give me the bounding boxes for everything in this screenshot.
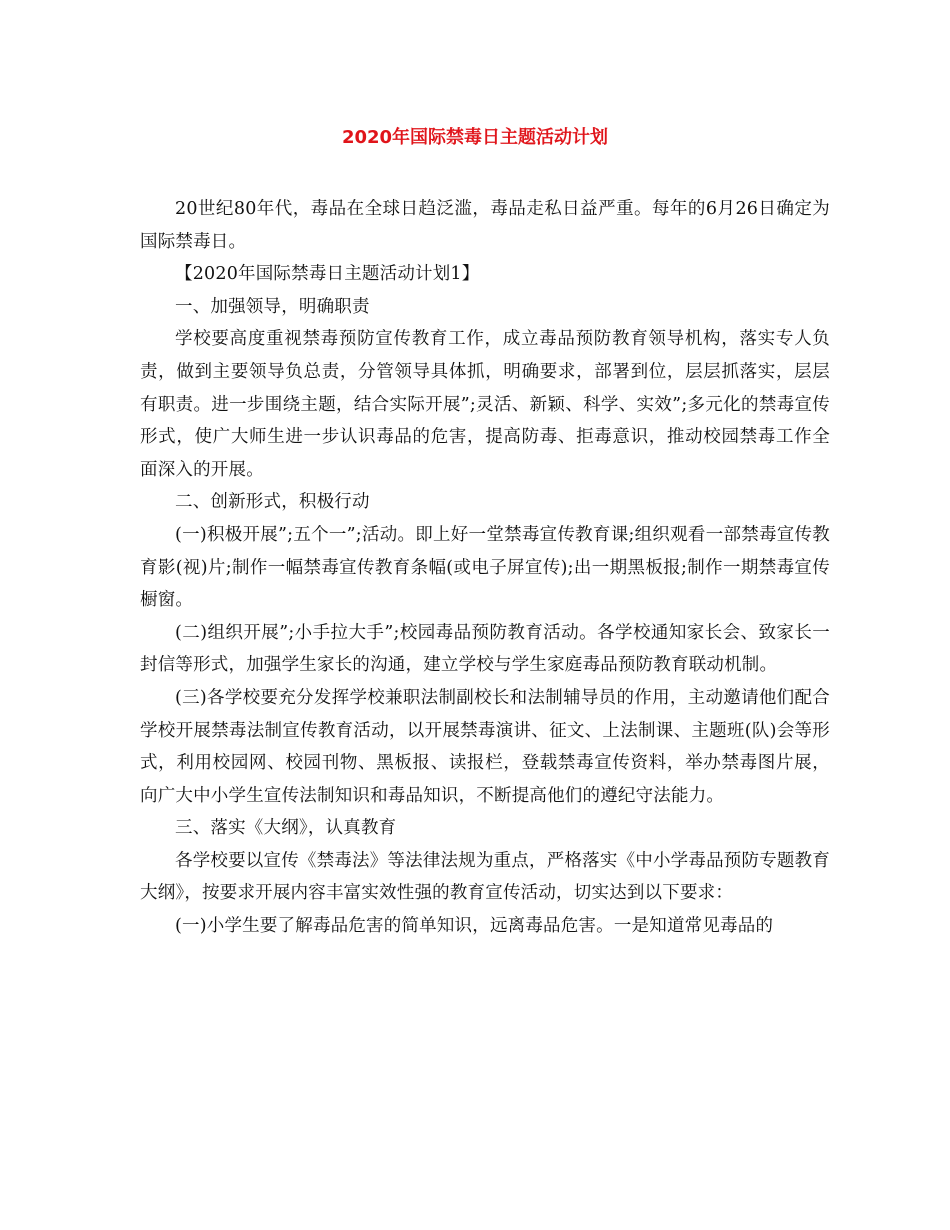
- paragraph-primary-students: (一)小学生要了解毒品危害的简单知识，远离毒品危害。一是知道常见毒品的: [175, 916, 774, 937]
- document-title: 2020年国际禁毒日主题活动计划: [341, 127, 609, 148]
- paragraph-item-3: (三)各学校要充分发挥学校兼职法制副校长和法制辅导员的作用，主动邀请他们配合学校开展禁毒法制宣传教育活动，以开展禁毒演讲、征文、上法制课、主题班(队)会等形式，利用校园网、校园刊物、黑板报、读报栏，登载禁毒宣传资料，举办禁毒图片展，向广大中小学生宣传法制知识和毒品知识，不断提高他们的遵纪守法能力。: [140, 687, 830, 806]
- paragraph-outline: 各学校要以宣传《禁毒法》等法律法规为重点，严格落实《中小学毒品预防专题教育大纲》，按要求开展内容丰富实效性强的教育宣传活动，切实达到以下要求：: [140, 850, 830, 904]
- document-body: [140, 193, 830, 943]
- paragraph-intro: 20世纪80年代，毒品在全球日趋泛滥，毒品走私日益严重。每年的6月26日确定为国际禁毒日。: [140, 199, 830, 252]
- paragraph-item-2: (二)组织开展”;小手拉大手”;校园毒品预防教育活动。各学校通知家长会、致家长一封信等形式，加强学生家长的沟通，建立学校与学生家庭毒品预防教育联动机制。: [140, 622, 830, 676]
- paragraph-plan-heading: 【2020年国际禁毒日主题活动计划1】: [175, 264, 480, 285]
- section-heading-1: 一、加强领导，明确职责: [175, 296, 370, 317]
- section-heading-2: 二、创新形式，积极行动: [175, 492, 370, 513]
- paragraph-item-1: (一)积极开展”;五个一”;活动。即上好一堂禁毒宣传教育课;组织观看一部禁毒宣传教育影(视)片;制作一幅禁毒宣传教育条幅(或电子屏宣传);出一期黑板报;制作一期禁毒宣传橱窗。: [140, 524, 830, 611]
- section-heading-3: 三、落实《大纲》，认真教育: [175, 818, 397, 839]
- paragraph-leadership: 学校要高度重视禁毒预防宣传教育工作，成立毒品预防教育领导机构，落实专人负责，做到主要领导负总责，分管领导具体抓，明确要求，部署到位，层层抓落实，层层有职责。进一步围绕主题，结合实际开展”;灵活、新颖、科学、实效”;多元化的禁毒宣传形式，使广大师生进一步认识毒品的危害，提高防毒、拒毒意识，推动校园禁毒工作全面深入的开展。: [140, 329, 830, 480]
